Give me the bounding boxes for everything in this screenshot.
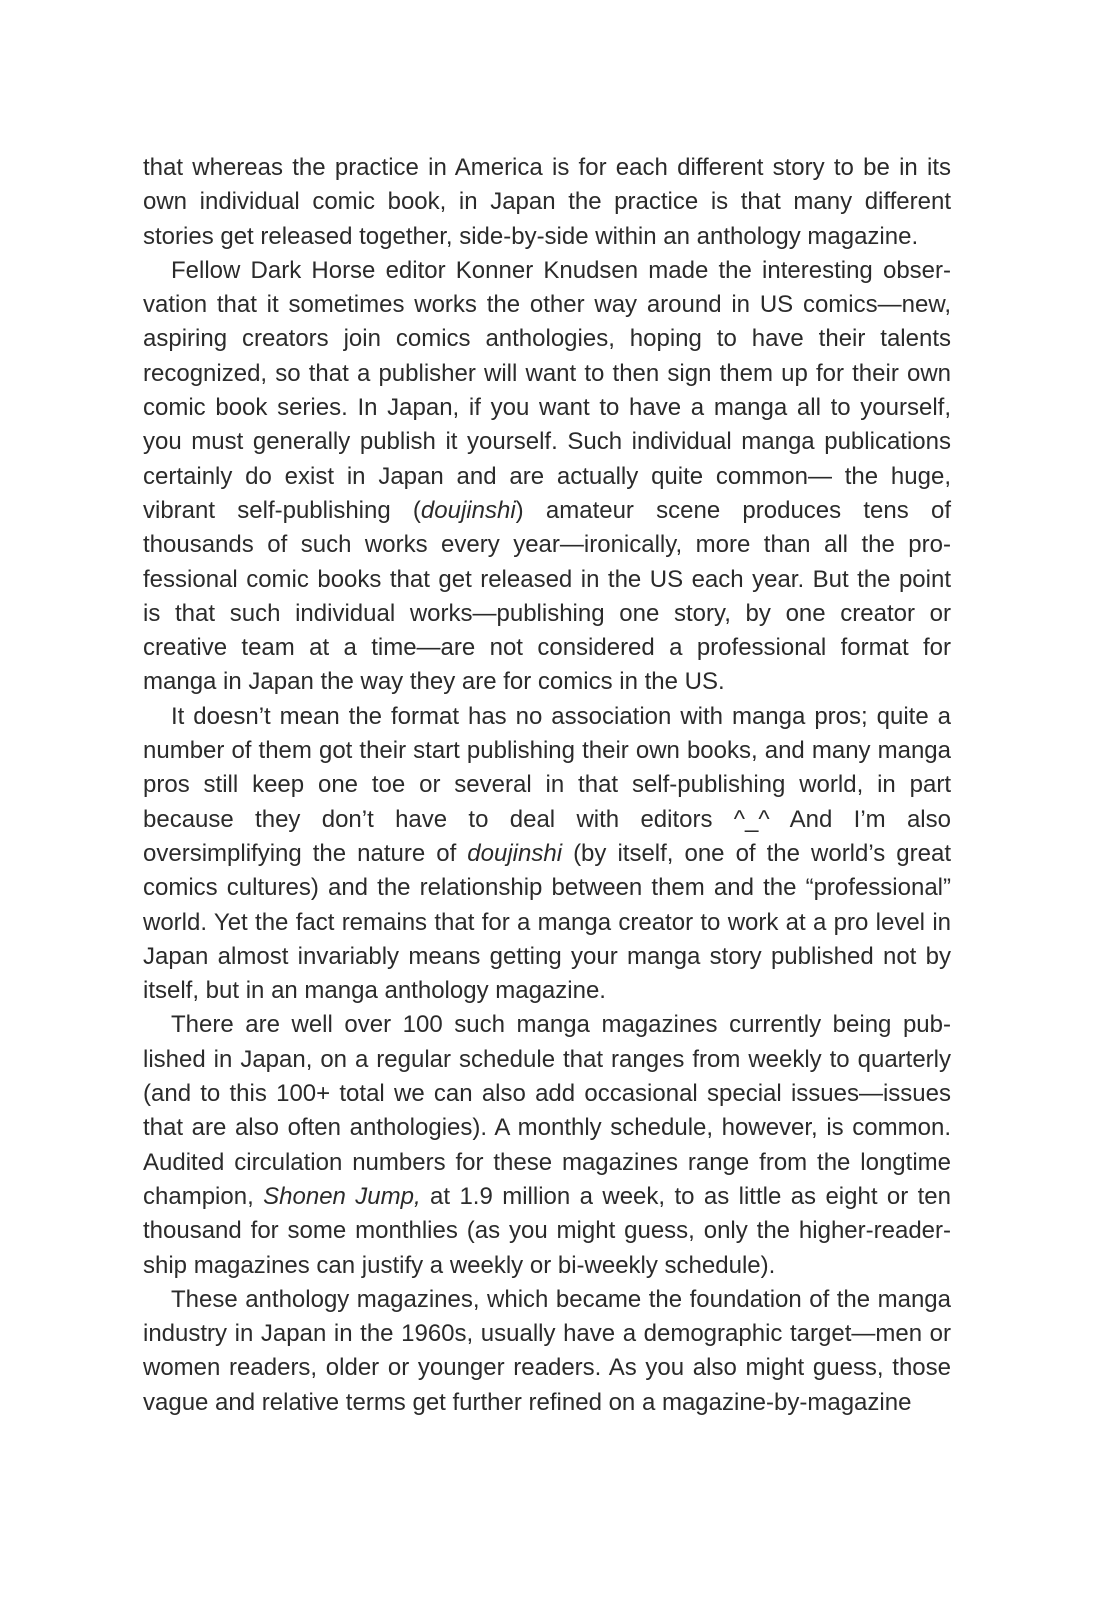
paragraph-1 — [143, 151, 951, 254]
doujinshi-term: doujinshi — [467, 839, 563, 867]
paragraph-2-text-b: ) amateur scene produces tens of thousands of such works every year—ironically, more than all the professional comic books that get released in the US each year. But the point is that such individual works—publishing one story, by one creator or creative team at a time—are not considered a professional format for manga in Japan the way they are for comics in the US. — [143, 496, 951, 696]
paragraph-4-text-a: There are well over 100 such manga magazines currently being published in Japan, on a regular schedule that ranges from weekly to quarterly (and to this 100+ total we can also add occasional special issues—issues that are also often anthologies). A monthly schedule, however, is common. Audited circulation numbers for these magazines range from the longtime champion, — [143, 1011, 951, 1210]
paragraph-2 — [143, 254, 951, 700]
paragraph-4 — [143, 1008, 951, 1282]
paragraph-3 — [143, 700, 951, 1009]
paragraph-3-text-a: It doesn’t mean the format has no association with manga pros; quite a number of them got their start publishing their own books, and many manga pros still keep one toe or several in that self-publishing world, in part because they don’t have to deal with editors ^_^ And I’m also oversimplifying the nature of — [143, 702, 951, 867]
body-text — [143, 151, 951, 1420]
paragraph-5 — [143, 1283, 951, 1420]
shonen-jump-title: Shonen Jump, — [263, 1182, 421, 1210]
paragraph-1-text: that whereas the practice in America is for each different story to be in its own individual comic book, in Japan the practice is that many different stories get released together, side-by-side within an anthology magazine. — [143, 154, 951, 250]
paragraph-4-text-b: at 1.9 million a week, to as little as eight or ten thousand for some monthlies (as you might guess, only the higher-readership magazines can justify a weekly or bi-weekly schedule). — [143, 1182, 951, 1279]
paragraph-5-text: These anthology magazines, which became the foundation of the manga industry in Japan in the 1960s, usually have a demographic target—men or women readers, older or younger readers. As you also might guess, those vague and relative terms get further refined on a magazine-by-magazine — [143, 1285, 951, 1416]
doujinshi-term: doujinshi — [420, 496, 516, 524]
paragraph-3-text-b: (by itself, one of the world’s great comics cultures) and the relationship between them and the “professional” world. Yet the fact remains that for a manga creator to work at a pro level in Japan almost invariably means getting your manga story published not by itself, but in an manga anthology magazine. — [143, 839, 952, 1005]
paragraph-2-text-a: Fellow Dark Horse editor Konner Knudsen made the interesting observation that it sometimes works the other way around in US comics—new, aspiring creators join comics anthologies, hoping to have their talents recognized, so that a publisher will want to then sign them up for their own comic book series. In Japan, if you want to have a manga all to yourself, you must generally publish it yourself. Such individual manga publications certainly do exist in Japan and are actually quite common— the huge, vibrant self-publishing ( — [143, 256, 951, 524]
